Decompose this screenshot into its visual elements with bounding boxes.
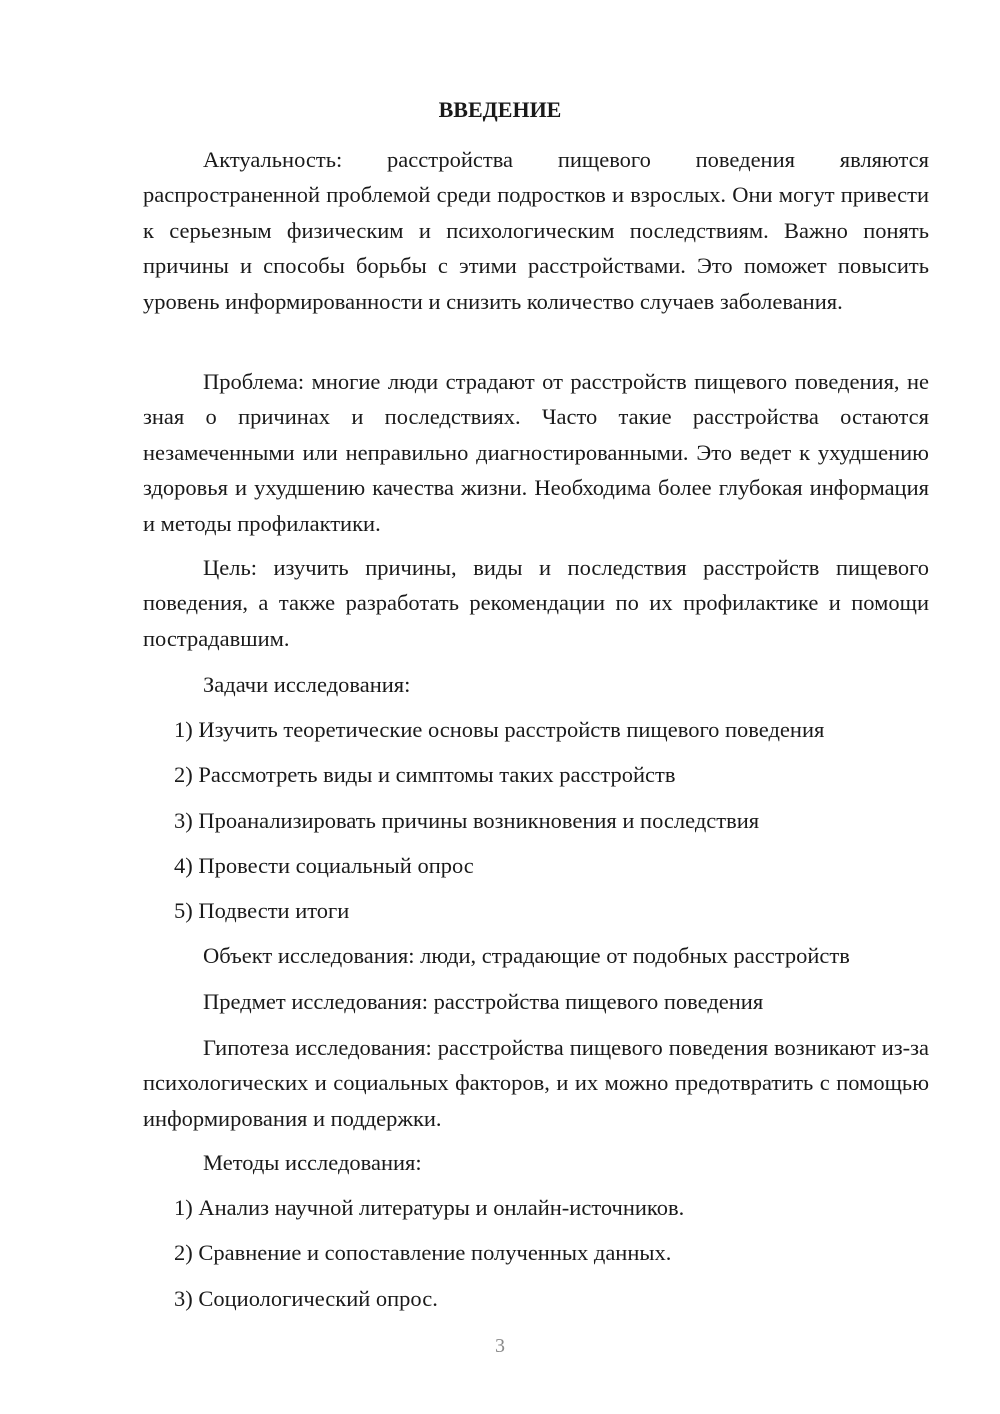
- task-item: 5) Подвести итоги: [174, 898, 350, 923]
- task-item: 4) Провести социальный опрос: [174, 853, 474, 878]
- page-title: ВВЕДЕНИЕ: [438, 97, 562, 122]
- object-line: Объект исследования: люди, страдающие от подобных расстройств: [203, 943, 850, 968]
- method-item: 2) Сравнение и сопоставление полученных данных.: [174, 1240, 672, 1265]
- task-item: 2) Рассмотреть виды и симптомы таких расстройств: [174, 762, 676, 787]
- task-item: 3) Проанализировать причины возникновения и последствия: [174, 808, 760, 833]
- method-item: 3) Социологический опрос.: [174, 1286, 438, 1311]
- task-item: 1) Изучить теоретические основы расстройств пищевого поведения: [174, 717, 825, 742]
- goal-paragraph: Цель: изучить причины, виды и последствия расстройств пищевого поведения, а также разработать рекомендации по их профилактике и помощи пострадавшим.: [143, 555, 929, 651]
- page-number: 3: [495, 1335, 505, 1357]
- subject-line: Предмет исследования: расстройства пищевого поведения: [203, 989, 764, 1014]
- tasks-heading: Задачи исследования:: [203, 672, 411, 697]
- relevance-paragraph: Актуальность: расстройства пищевого поведения являются распространенной проблемой среди подростков и взрослых. Они могут привести к серьезным физическим и психологическим последствиям. Важно понять причины и способы борьбы с этими расстройствами. Это поможет повысить уровень информированности и снизить количество случаев заболевания.: [143, 147, 929, 314]
- hypothesis-paragraph: Гипотеза исследования: расстройства пищевого поведения возникают из-за психологических и социальных факторов, и их можно предотвратить с помощью информирования и поддержки.: [143, 1035, 929, 1131]
- method-item: 1) Анализ научной литературы и онлайн-источников.: [174, 1195, 685, 1220]
- problem-paragraph: Проблема: многие люди страдают от расстройств пищевого поведения, не зная о причинах и последствиях. Часто такие расстройства остаются незамеченными или неправильно диагностированными. Это ведет к ухудшению здоровья и ухудшению качества жизни. Необходима более глубокая информация и методы профилактики.: [143, 369, 929, 536]
- methods-heading: Методы исследования:: [203, 1150, 422, 1175]
